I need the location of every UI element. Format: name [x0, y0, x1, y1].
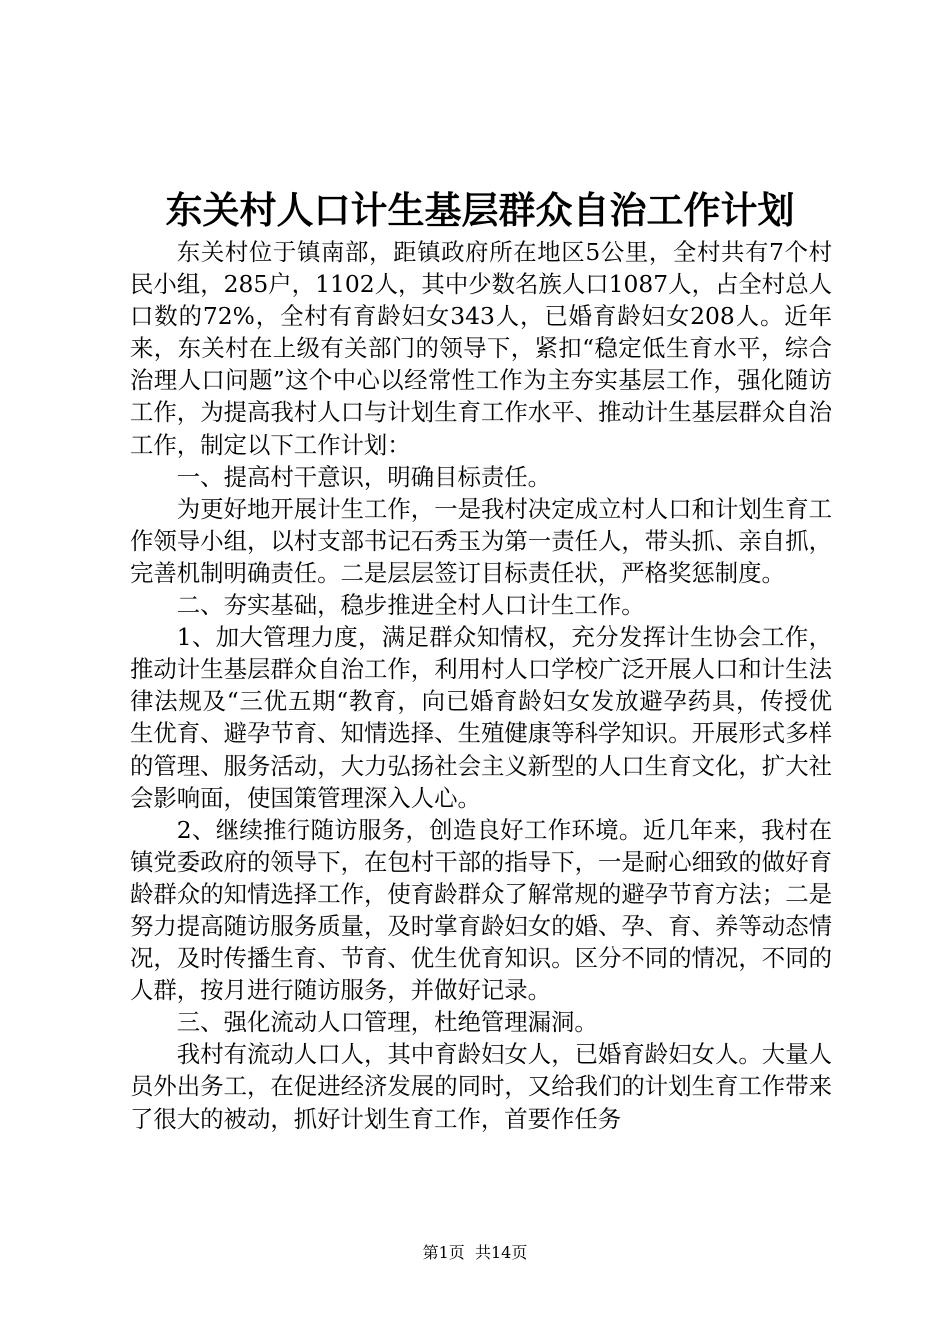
document-title: 东关村人口计生基层群众自治工作计划 [165, 188, 795, 232]
intro-paragraph: 东关村位于镇南部，距镇政府所在地区5公里，全村共有7个村民小组，285户，1102人，其中少数名族人口1087人，占全村总人口数的72%，全村有育龄妇女343人，已婚育龄妇女208人。近年来，东关村在上级有关部门的领导下，紧扣“稳定低生育水平，综合治理人口问题”这个中心以经常性工作为主夯实基层工作，强化随访工作，为提高我村人口与计划生育工作水平、推动计生基层群众自治工作，制定以下工作计划： [130, 238, 832, 459]
page-total: 共14页 [474, 1243, 528, 1262]
footer-spacer [465, 1243, 475, 1262]
page-footer [0, 1242, 950, 1264]
section-1-paragraph: 为更好地开展计生工作，一是我村决定成立村人口和计划生育工作领导小组，以村支部书记石秀玉为第一责任人，带头抓、亲自抓，完善机制明确责任。二是层层签订目标责任状，严格奖惩制度。 [130, 494, 832, 587]
page-number: 第1页 [422, 1243, 465, 1262]
section-heading-1: 一、提高村干意识，明确目标责任。 [176, 462, 552, 491]
section-2-item-1-paragraph: 1、加大管理力度，满足群众知情权，充分发挥计生协会工作，推动计生基层群众自治工作，利用村人口学校广泛开展人口和计生法律法规及“三优五期“教育，向已婚育龄妇女发放避孕药具，传授优生优育、避孕节育、知情选择、生殖健康等科学知识。开展形式多样的管理、服务活动，大力弘扬社会主义新型的人口生育文化，扩大社会影响面，使国策管理深入人心。 [130, 623, 832, 812]
section-3-paragraph: 我村有流动人口人，其中育龄妇女人，已婚育龄妇女人。大量人员外出务工，在促进经济发展的同时，又给我们的计划生育工作带来了很大的被动，抓好计划生育工作，首要作任务 [130, 1040, 832, 1133]
document-body [130, 236, 832, 1135]
section-2-item-2-paragraph: 2、继续推行随访服务，创造良好工作环境。近几年来，我村在镇党委政府的领导下，在包村干部的指导下，一是耐心细致的做好育龄群众的知情选择工作，使育龄群众了解常规的避孕节育方法；二是努力提高随访服务质量，及时掌育龄妇女的婚、孕、育、养等动态情况，及时传播生育、节育、优生优育知识。区分不同的情况，不同的人群，按月进行随访服务，并做好记录。 [130, 815, 832, 1005]
section-heading-3: 三、强化流动人口管理，杜绝管理漏洞。 [176, 1008, 598, 1037]
section-heading-2: 二、夯实基础，稳步推进全村人口计生工作。 [176, 591, 645, 620]
